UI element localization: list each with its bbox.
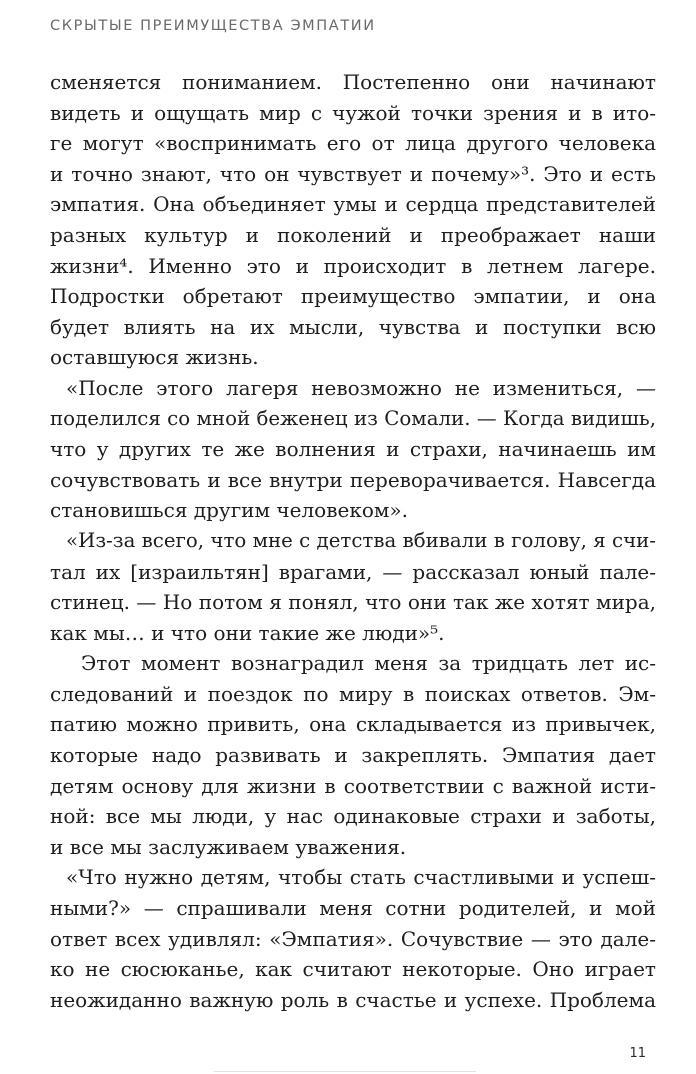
text-line: Подростки обретают преимущество эмпатии, и она: [50, 284, 656, 309]
text-line: что у других те же волнения и страхи, начинаешь им: [50, 437, 656, 462]
text-line: стинец. — Но потом я понял, что они так же хотят мира,: [50, 590, 656, 615]
text-line: оставшуюся жизнь.: [50, 345, 259, 370]
text-line: сочувствовать и все внутри переворачивается. Навсегда: [50, 467, 656, 492]
body-text: [50, 67, 656, 1015]
text-line: становишься другим человеком».: [50, 498, 409, 523]
text-line: «Из-за всего, что мне с детства вбивали в голову, я счи-: [66, 528, 656, 552]
text-line: видеть и ощущать мир с чужой точки зрения и в ито-: [50, 100, 656, 125]
text-line: неожиданно важную роль в счастье и успехе. Проблема: [50, 987, 656, 1012]
text-line: Этот момент вознаградил меня за тридцать лет ис-: [81, 651, 656, 676]
text-line: следований и поездок по миру в поисках ответов. Эм-: [50, 681, 656, 706]
text-line: и точно знают, что он чувствует и почему»³. Это и есть: [50, 161, 656, 186]
text-line: которые надо развивать и закреплять. Эмпатия дает: [50, 743, 656, 768]
text-line: разных культур и поколений и преображает наши: [50, 222, 656, 247]
text-line: и все мы заслуживаем уважения.: [50, 834, 407, 859]
text-line: «Что нужно детям, чтобы стать счастливыми и успеш-: [66, 865, 656, 890]
text-line: ко не сюсюканье, как считают некоторые. Оно играет: [50, 957, 656, 982]
text-line: как мы… и что они такие же люди»⁵.: [50, 620, 445, 645]
text-line: ответ всех удивлял: «Эмпатия». Сочувствие — это дале-: [50, 926, 656, 951]
text-line: детям основу для жизни в соответствии с важной исти-: [50, 773, 656, 798]
page-number: 11: [629, 1046, 646, 1061]
text-line: ной: все мы люди, у нас одинаковые страхи и заботы,: [50, 804, 656, 829]
text-line: поделился со мной беженец из Сомали. — Когда видишь,: [50, 406, 656, 430]
running-header: СКРЫТЫЕ ПРЕИМУЩЕСТВА ЭМПАТИИ: [50, 18, 376, 34]
text-line: патию можно привить, она складывается из привычек,: [50, 712, 656, 737]
text-line: ге могут «воспринимать его от лица другого человека: [50, 131, 656, 156]
text-line: жизни⁴. Именно это и происходит в летнем лагере.: [50, 253, 656, 278]
bottom-divider: [214, 1071, 476, 1072]
text-line: эмпатия. Она объединяет умы и сердца представителей: [50, 192, 656, 217]
text-line: будет влиять на их мысли, чувства и поступки всю: [50, 314, 656, 339]
text-line: сменяется пониманием. Постепенно они начинают: [50, 70, 656, 94]
text-line: «После этого лагеря невозможно не измениться, —: [66, 375, 656, 400]
text-line: ными?» — спрашивали меня сотни родителей, и мой: [50, 896, 656, 921]
text-line: тал их [израильтян] врагами, — рассказал юный пале-: [50, 559, 656, 584]
